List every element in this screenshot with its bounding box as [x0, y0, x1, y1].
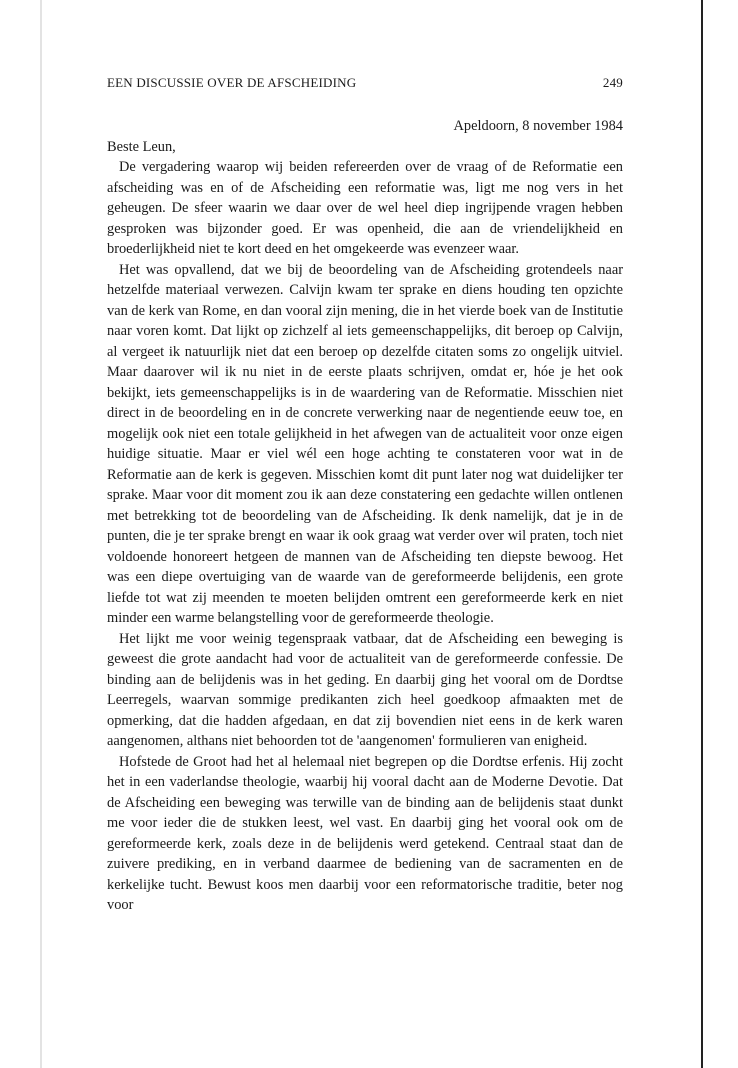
letter-salutation: Beste Leun,	[107, 138, 176, 155]
page-number: 249	[602, 75, 623, 90]
book-page	[107, 75, 623, 916]
paragraph-3: Het lijkt me voor weinig tegenspraak vatbaar, dat de Afscheiding een beweging is geweest die grote aandacht had voor de actualiteit van de gereformeerde confessie. De binding aan de belijdenis was in het geding. En daarbij ging het vooral om de Dordtse Leerregels, waarvan sommige predikanten zich heel goedkoop afmaakten met de opmerking, dat die hadden afgedaan, en dat zij bovendien niet eens in de kerk waren aangenomen, althans niet behoorden tot de 'aangenomen' formulieren van enigheid.	[107, 630, 623, 749]
running-head-title: EEN DISCUSSIE OVER DE AFSCHEIDING	[107, 75, 357, 90]
running-head	[107, 75, 623, 95]
letter-body	[107, 157, 623, 916]
scan-edge-left	[40, 0, 42, 1068]
paragraph-4: Hofstede de Groot had het al helemaal niet begrepen op die Dordtse erfenis. Hij zocht het in een vaderlandse theologie, waarbij hij vooral dacht aan de Moderne Devotie. Dat de Afscheiding een beweging was terwille van de binding aan de belijdenis staat dunkt me voor ieder die de stukken leest, wel vast. En daarbij ging het vooral ook om de gereformeerde kerk, zoals deze in de belijdenis werd getekend. Centraal staat dan de zuivere prediking, en in verband daarmee de bediening van de sacramenten en de kerkelijke tucht. Bewust koos men daarbij voor een reformatorische traditie, beter nog voor	[107, 753, 623, 913]
paragraph-2: Het was opvallend, dat we bij de beoordeling van de Afscheiding grotendeels naar hetzelfde materiaal verwezen. Calvijn kwam ter sprake en diens houding ten opzichte van de kerk van Rome, en dan vooral zijn mening, die in het vierde boek van de Institutie naar voren komt. Dat lijkt op zichzelf al iets gemeenschappelijks, dit beroep op Calvijn, al vergeet ik natuurlijk niet dat een beroep op dezelfde citaten soms zo ongelijk uitviel. Maar daarover wil ik nu niet in de eerste plaats schrijven, omdat er, hóe je het ook bekijkt, iets gemeenschappelijks is in de waardering van de Reformatie. Misschien niet direct in de beoordeling en in de concrete verwerking naar de negentiende eeuw toe, en mogelijk ook niet een totale gelijkheid in het afwegen van de actualiteit voor onze eigen huidige situatie. Maar er viel wél een hoge achting te constateren voor wat in de Reformatie aan de kerk is gegeven. Misschien komt dit punt later nog wat duidelijker ter sprake. Maar voor dit moment zou ik aan deze constatering een gedachte willen ontlenen met betrekking tot de beoordeling van de Afscheiding. Ik denk namelijk, dat je in de punten, die je ter sprake brengt en waar ik ook graag wat verder over wil praten, toch niet voldoende honoreert hetgeen de mannen van de Afscheiding ten diepste bewoog. Het was een diepe overtuiging van de waarde van de gereformeerde belijdenis, een grote liefde tot wat zij meenden te moeten belijden omtrent een gereformeerde kerk en niet minder een warme belangstelling voor de gereformeerde theologie.	[107, 261, 623, 626]
scan-edge-right	[701, 0, 703, 1068]
paragraph-1: De vergadering waarop wij beiden refereerden over de vraag of de Reformatie een afscheiding was en of de Afscheiding een reformatie was, ligt me nog vers in het geheugen. De sfeer waarin we daar over de wel heel diep ingrijpende vragen hebben gesproken was bijzonder goed. Er was openheid, die aan de vriendelijkheid en broederlijkheid niet te kort deed en het omgekeerde was evenzeer waar.	[107, 159, 623, 257]
letter-dateline: Apeldoorn, 8 november 1984	[453, 118, 623, 134]
